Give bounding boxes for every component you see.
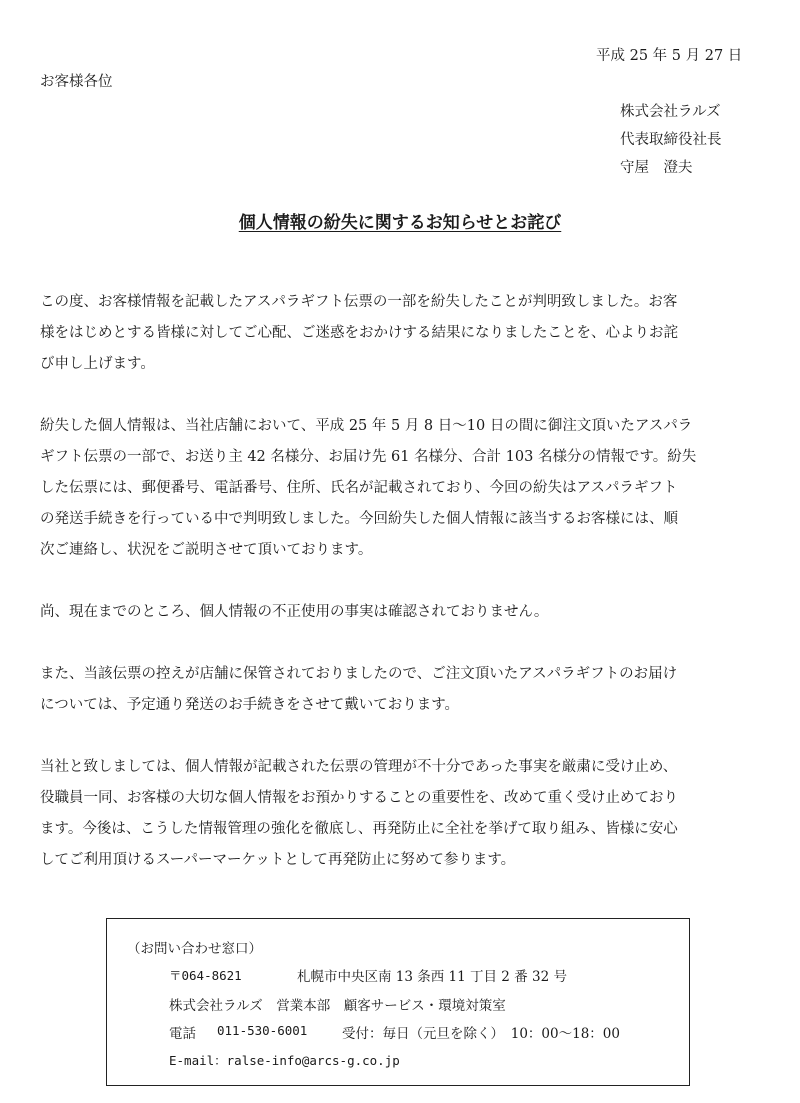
body-line: 役職員一同、お客様の大切な個人情報をお預かりすることの重要性を、改めて重く受け止めており: [40, 790, 678, 806]
body-line: 尚、現在までのところ、個人情報の不正使用の事実は確認されておりません。: [40, 604, 549, 620]
contact-phone: 011-530-6001: [217, 1023, 308, 1038]
document-body: [40, 287, 760, 876]
body-line: ます。今後は、こうした情報管理の強化を徹底し、再発防止に全社を挙げて取り組み、皆様に安心: [40, 821, 678, 837]
contact-email: E-mail：ralse-info@arcs-g.co.jp: [169, 1053, 400, 1068]
body-line: 様をはじめとする皆様に対してご心配、ご迷惑をおかけする結果になりましたことを、心よりお詫: [40, 325, 678, 341]
sender-name: 守屋 澄夫: [620, 160, 693, 176]
contact-box: [106, 918, 690, 1086]
sender-title: 代表取締役社長: [620, 132, 722, 148]
body-line: した伝票には、郵便番号、電話番号、住所、氏名が記載されており、今回の紛失はアスパラギフト: [40, 480, 678, 496]
body-line: び申し上げます。: [40, 356, 155, 372]
body-line: また、当該伝票の控えが店舗に保管されておりましたので、ご注文頂いたアスパラギフトのお届け: [40, 666, 678, 682]
document-date: 平成 25 年 5 月 27 日: [596, 48, 743, 64]
body-line: ギフト伝票の一部で、お送り主 42 名様分、お届け先 61 名様分、合計 103 名様分の情報です。紛失: [40, 449, 697, 465]
body-line: 紛失した個人情報は、当社店舗において、平成 25 年 5 月 8 日～10 日の間に御注文頂いたアスパラ: [40, 418, 693, 434]
document-title: 個人情報の紛失に関するお知らせとお詫び: [238, 213, 562, 233]
body-line: この度、お客様情報を記載したアスパラギフト伝票の一部を紛失したことが判明致しました。お客: [40, 294, 678, 310]
body-line: 次ご連絡し、状況をご説明させて頂いております。: [40, 542, 373, 558]
contact-address: 札幌市中央区南 13 条西 11 丁目 2 番 32 号: [297, 969, 567, 985]
sender-block: [620, 98, 722, 182]
body-line: してご利用頂けるスーパーマーケットとして再発防止に努めて参ります。: [40, 852, 516, 868]
sender-company: 株式会社ラルズ: [620, 104, 721, 120]
addressee: お客様各位: [40, 74, 113, 90]
contact-heading: （お問い合わせ窓口）: [127, 941, 262, 957]
body-line: の発送手続きを行っている中で判明致しました。今回紛失した個人情報に該当するお客様には、順: [40, 511, 678, 527]
contact-phone-label: 電話: [169, 1026, 196, 1042]
body-line: 当社と致しましては、個人情報が記載された伝票の管理が不十分であった事実を厳粛に受け止め、: [40, 759, 678, 775]
contact-postal-code: 〒064-8621: [169, 968, 242, 983]
contact-department: 株式会社ラルズ 営業本部 顧客サービス・環境対策室: [169, 998, 506, 1014]
body-line: については、予定通り発送のお手続きをさせて戴いております。: [40, 697, 460, 713]
contact-hours: 受付：毎日（元旦を除く） 10：00～18：00: [342, 1026, 620, 1042]
